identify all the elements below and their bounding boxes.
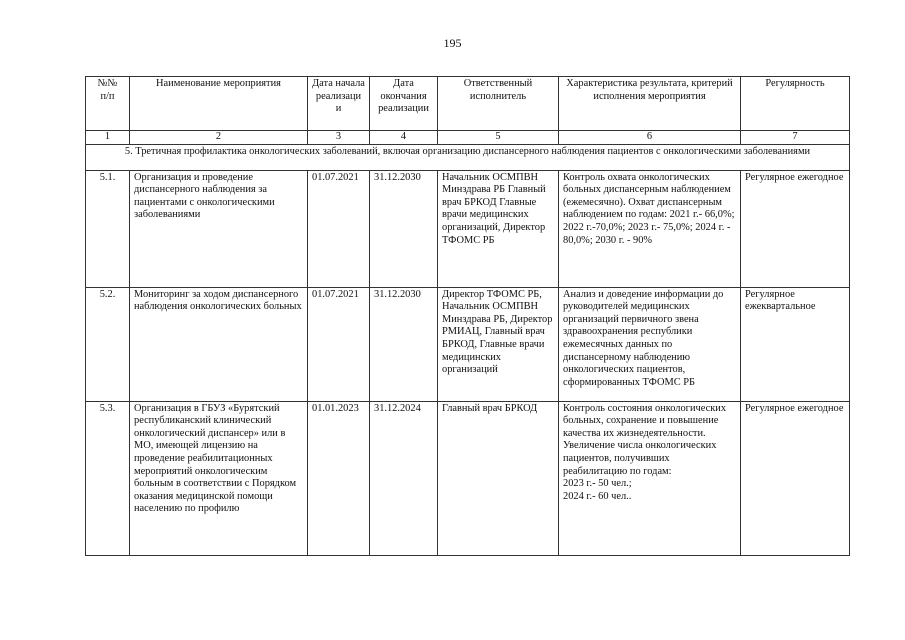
responsible: Начальник ОСМПВН Минздрава РБ Главный врач БРКОД Главные врачи медицинских организаций, Директор ТФОМС РБ	[438, 170, 559, 287]
table-header-row	[86, 77, 850, 131]
section-row	[86, 144, 850, 170]
end-date: 31.12.2024	[370, 401, 438, 555]
end-date: 31.12.2030	[370, 170, 438, 287]
responsible: Главный врач БРКОД	[438, 401, 559, 555]
header-result: Характеристика результата, критерий исполнения мероприятия	[559, 77, 741, 131]
table-row	[86, 401, 850, 555]
start-date: 01.07.2021	[308, 170, 370, 287]
regularity: Регулярное ежеквартальное	[741, 287, 850, 401]
start-date: 01.01.2023	[308, 401, 370, 555]
result-criteria	[559, 401, 741, 555]
result-line: 2024 г.- 60 чел..	[563, 490, 632, 502]
result-line: 2023 г.- 50 чел.;	[563, 478, 632, 490]
header-end-date: Дата окончания реализации	[370, 77, 438, 131]
column-index: 3	[308, 131, 370, 145]
regularity: Регулярное ежегодное	[741, 170, 850, 287]
column-index: 1	[86, 131, 130, 145]
result-criteria: Контроль охвата онкологических больных диспансерным наблюдением (ежемесячно). Охват диспансерным наблюдением по годам: 2021 г.- 66,0%; 2022 г.-70,0%; 2023 г.- 75,0%; 2024 г. - 80,0%; 2030 г. - 90%	[559, 170, 741, 287]
row-number: 5.2.	[86, 287, 130, 401]
activity-name: Организация и проведение диспансерного наблюдения за пациентами с онкологическими заболеваниями	[130, 170, 308, 287]
activity-name: Организация в ГБУЗ «Бурятский республиканский клинический онкологический диспансер» или в МО, имеющей лицензию на проведение реабилитационных мероприятий онкологическим больным в соответствии с Порядком оказания медицинской помощи населению по профилю	[130, 401, 308, 555]
table-row	[86, 287, 850, 401]
column-index: 7	[741, 131, 850, 145]
column-index: 2	[130, 131, 308, 145]
table-row	[86, 170, 850, 287]
result-line: Контроль состояния онкологических больных, сохранение и повышение качества их жизнедеятельности. Увеличение числа онкологических пациентов, получивших реабилитацию по годам:	[563, 402, 727, 477]
column-index-row	[86, 131, 850, 145]
result-criteria: Анализ и доведение информации до руководителей медицинских организаций первичного звена здравоохранения республики ежемесячных данных по диспансерному наблюдению онкологических пациентов, сформированных ТФОМС РБ	[559, 287, 741, 401]
activity-plan-table	[85, 76, 850, 556]
row-number: 5.3.	[86, 401, 130, 555]
row-number: 5.1.	[86, 170, 130, 287]
header-name: Наименование мероприятия	[130, 77, 308, 131]
header-num: №№ п/п	[86, 77, 130, 131]
header-regularity: Регулярность	[741, 77, 850, 131]
responsible: Директор ТФОМС РБ, Начальник ОСМПВН Минздрава РБ, Директор РМИАЦ, Главный врач БРКОД, Главные врачи медицинских организаций	[438, 287, 559, 401]
end-date: 31.12.2030	[370, 287, 438, 401]
column-index: 6	[559, 131, 741, 145]
column-index: 4	[370, 131, 438, 145]
header-responsible: Ответственный исполнитель	[438, 77, 559, 131]
header-start-date: Дата начала реализаци и	[308, 77, 370, 131]
start-date: 01.07.2021	[308, 287, 370, 401]
section-title: 5. Третичная профилактика онкологических заболеваний, включая организацию диспансерного наблюдения пациентов с онкологическими заболеваниями	[86, 144, 850, 170]
regularity: Регулярное ежегодное	[741, 401, 850, 555]
page-number: 195	[443, 36, 462, 50]
activity-name: Мониторинг за ходом диспансерного наблюдения онкологических больных	[130, 287, 308, 401]
column-index: 5	[438, 131, 559, 145]
